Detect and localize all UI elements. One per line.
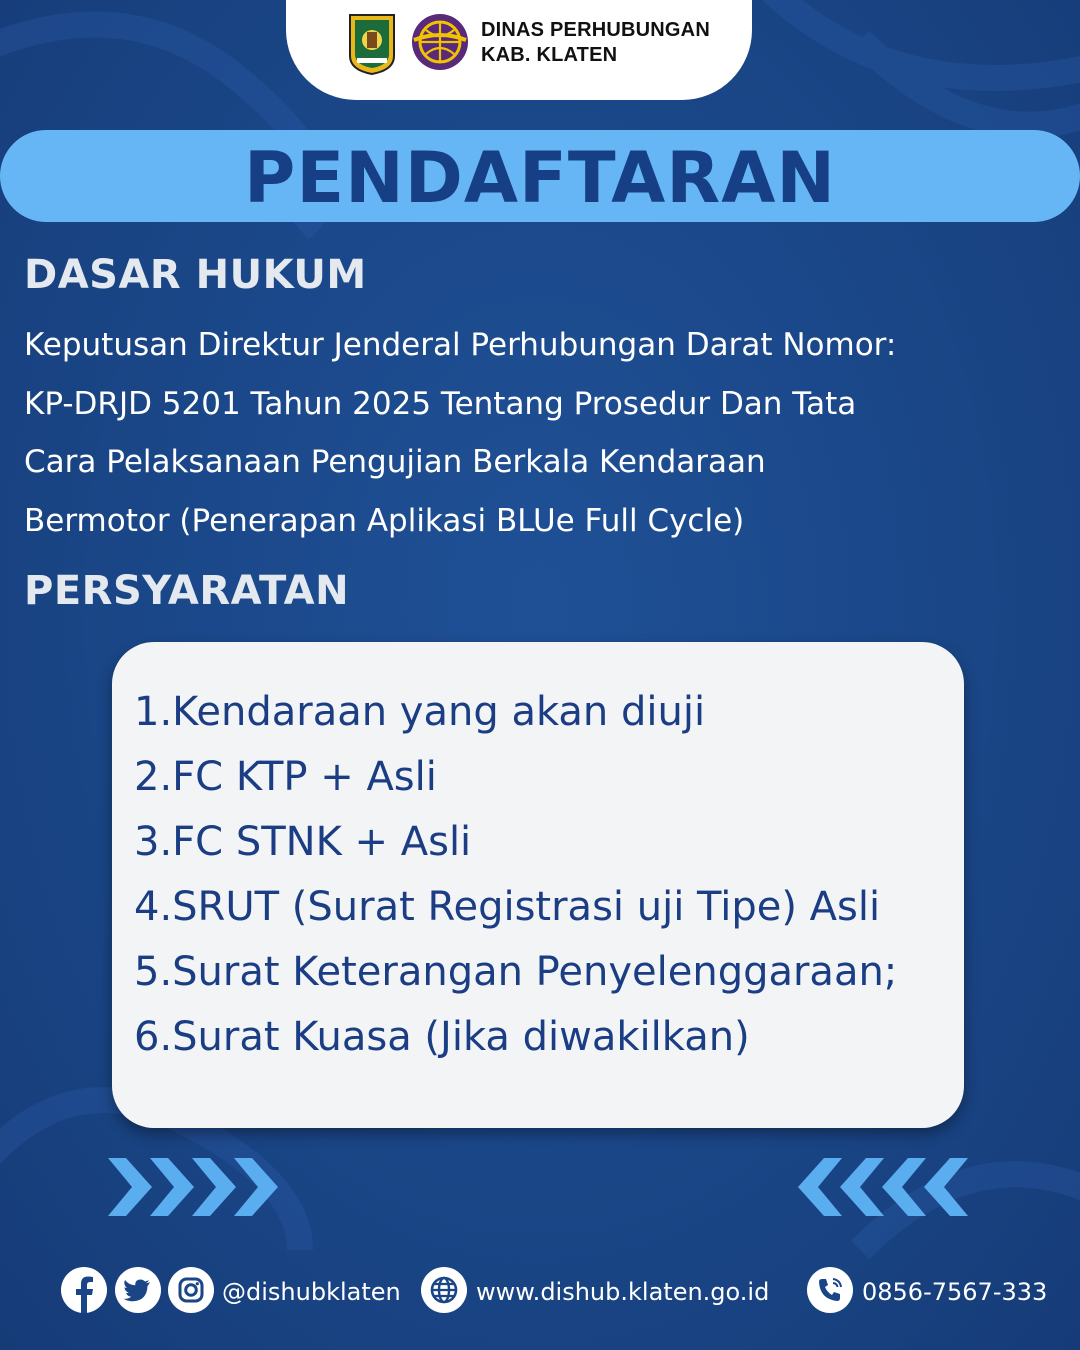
requirements-list [134, 680, 954, 1070]
requirement-item: 6.Surat Kuasa (Jika diwakilkan) [134, 1014, 750, 1060]
facebook-icon[interactable] [61, 1267, 107, 1313]
dasar-hukum-line: Cara Pelaksanaan Pengujian Berkala Kendaraan [24, 444, 766, 480]
requirement-item: 1.Kendaraan yang akan diuji [134, 689, 706, 735]
twitter-icon[interactable] [115, 1267, 161, 1313]
org-name-line2: KAB. KLATEN [481, 44, 618, 66]
social-handle[interactable]: @dishubklaten [222, 1278, 401, 1306]
phone-icon [807, 1267, 853, 1313]
persyaratan-heading: PERSYARATAN [24, 568, 350, 614]
page-title: PENDAFTARAN [244, 137, 836, 219]
website-link[interactable]: www.dishub.klaten.go.id [476, 1278, 770, 1306]
requirement-item: 4.SRUT (Surat Registrasi uji Tipe) Asli [134, 884, 881, 930]
globe-icon [421, 1267, 467, 1313]
requirement-item: 5.Surat Keterangan Penyelenggaraan; [134, 949, 898, 995]
requirement-item: 2.FC KTP + Asli [134, 754, 437, 800]
org-name-line1: DINAS PERHUBUNGAN [481, 19, 710, 41]
organization-name [481, 18, 741, 68]
chevrons-left-icon [798, 1158, 978, 1216]
dasar-hukum-line: KP-DRJD 5201 Tahun 2025 Tentang Prosedur Dan Tata [24, 385, 857, 422]
dasar-hukum-text [24, 316, 1064, 550]
dishub-logo-icon [410, 12, 470, 72]
dasar-hukum-line: Bermotor (Penerapan Aplikasi BLUe Full Cycle) [24, 502, 745, 539]
dasar-hukum-heading: DASAR HUKUM [24, 252, 367, 298]
emblem-klaten-icon [347, 12, 397, 76]
chevrons-right-icon [108, 1158, 288, 1216]
dasar-hukum-line: Keputusan Direktur Jenderal Perhubungan Darat Nomor: [24, 327, 897, 363]
requirement-item: 3.FC STNK + Asli [134, 819, 472, 865]
instagram-icon[interactable] [168, 1267, 214, 1313]
phone-number[interactable]: 0856-7567-333 [862, 1278, 1048, 1306]
